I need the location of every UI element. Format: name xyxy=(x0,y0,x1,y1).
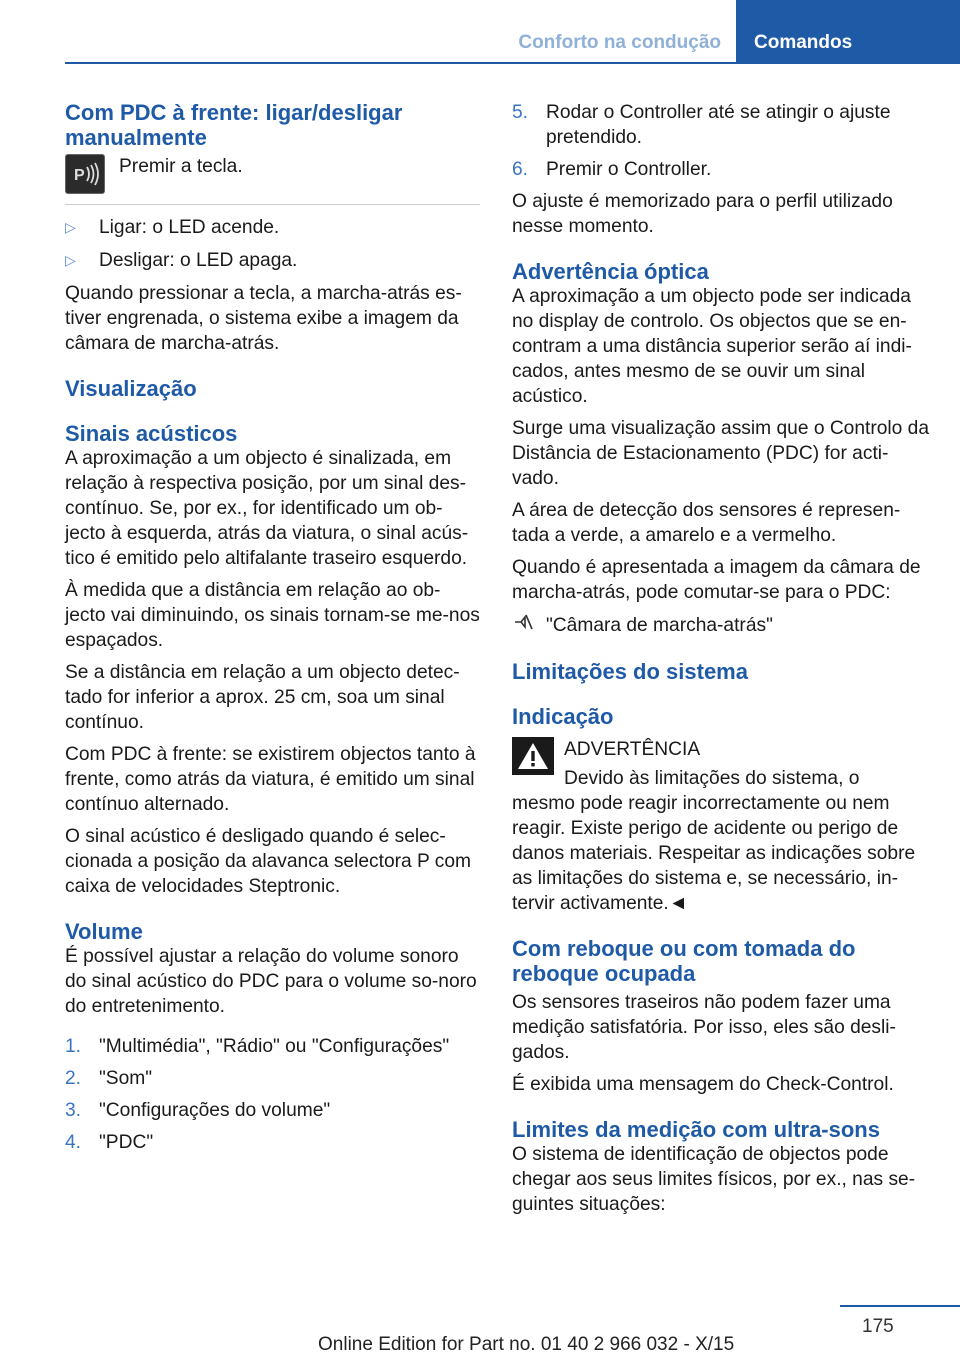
left-column xyxy=(65,100,480,1162)
divider xyxy=(65,204,480,205)
paragraph: Surge uma visualização assim que o Controlo da Distância de Estacionamento (PDC) for acti‐vado. xyxy=(512,418,930,489)
step-text: "Multimédia", "Rádio" ou "Configurações" xyxy=(99,1036,450,1057)
footer-rule xyxy=(840,1305,960,1307)
step-item xyxy=(65,1034,480,1059)
heading-acoustic: Sinais acústicos xyxy=(65,421,238,446)
paragraph: Quando pressionar a tecla, a marcha-atrás es‐tiver engrenada, o sistema exibe a imagem da câmara de marcha-atrás. xyxy=(65,283,462,354)
warning-first-line: Devido às limitações do sistema, o xyxy=(564,768,860,789)
step-item xyxy=(65,1130,480,1155)
pdc-key-icon xyxy=(65,154,105,194)
bullet-item xyxy=(65,248,480,273)
step-number: 5. xyxy=(512,102,529,123)
heading-limits: Limitações do sistema xyxy=(512,659,748,684)
paragraph: É possível ajustar a relação do volume sonoro do sinal acústico do PDC para o volume so‐noro do entretenimento. xyxy=(65,946,477,1017)
camera-option-text: "Câmara de marcha-atrás" xyxy=(546,615,773,636)
step-item xyxy=(65,1098,480,1123)
camera-option xyxy=(512,612,930,639)
paragraph: É exibida uma mensagem do Check-Control. xyxy=(512,1074,894,1095)
warning-block xyxy=(512,737,930,791)
step-text: Premir o Controller. xyxy=(546,159,712,180)
warning-text: mesmo pode reagir incorrectamente ou nem reagir. Existe perigo de acidente ou perigo de danos materiais. Respeitar as indicações sobre as limitações do sistema e, se necessário, in‐tervir activamente.◄ xyxy=(512,793,916,914)
heading-note: Indicação xyxy=(512,704,614,729)
step-item xyxy=(512,100,930,150)
warning-title: ADVERTÊNCIA xyxy=(564,739,701,760)
paragraph: O sinal acústico é desligado quando é selec‐cionada a posição da alavanca selectora P com caixa de velocidades Steptronic. xyxy=(65,826,472,897)
footer-edition: Online Edition for Part no. 01 40 2 966 032 - X/15 xyxy=(318,1334,735,1355)
header-chapter-tab: Comandos xyxy=(736,0,960,62)
paragraph: À medida que a distância em relação ao ob‐jecto vai diminuindo, os sinais tornam-se me‐nos espaçados. xyxy=(65,580,480,651)
paragraph: Com PDC à frente: se existirem objectos tanto à frente, como atrás da viatura, é emitido um sinal contínuo alternado. xyxy=(65,744,476,815)
heading-pdc-front: Com PDC à frente: ligar/desligar manualmente xyxy=(65,100,403,150)
press-key-text: Premir a tecla. xyxy=(119,156,243,177)
heading-optical: Advertência óptica xyxy=(512,259,709,284)
paragraph: Os sensores traseiros não podem fazer uma medição satisfatória. Por isso, eles são desli‐gados. xyxy=(512,992,896,1063)
heading-display: Visualização xyxy=(65,376,197,401)
step-text: "Configurações do volume" xyxy=(99,1100,331,1121)
svg-text:P: P xyxy=(74,167,85,184)
bullet-text: Ligar: o LED acende. xyxy=(99,217,280,238)
bullet-item xyxy=(65,215,480,240)
bullet-text: Desligar: o LED apaga. xyxy=(99,250,298,271)
step-item xyxy=(512,157,930,182)
heading-trailer: Com reboque ou com tomada do reboque ocupada xyxy=(512,936,856,986)
page-number: 175 xyxy=(862,1316,894,1337)
step-text: "PDC" xyxy=(99,1132,154,1153)
paragraph: Quando é apresentada a imagem da câmara de marcha-atrás, pode comutar-se para o PDC: xyxy=(512,557,921,603)
paragraph: A aproximação a um objecto pode ser indicada no display de controlo. Os objectos que se en‐contram a uma distância superior serão aí indi‐cados, antes mesmo de se ouvir um sinal acústico. xyxy=(512,286,912,407)
paragraph: O sistema de identificação de objectos pode chegar aos seus limites físicos, por ex., nas se‐guintes situações: xyxy=(512,1144,916,1215)
heading-ultrasonic: Limites da medição com ultra-sons xyxy=(512,1117,880,1142)
warning-icon xyxy=(512,737,554,775)
step-item xyxy=(65,1066,480,1091)
step-text: "Som" xyxy=(99,1068,153,1089)
paragraph: O ajuste é memorizado para o perfil utilizado nesse momento. xyxy=(512,191,893,237)
step-number: 2. xyxy=(65,1068,82,1089)
step-number: 1. xyxy=(65,1036,82,1057)
paragraph: A área de detecção dos sensores é represen‐tada a verde, a amarelo e a vermelho. xyxy=(512,500,901,546)
right-column xyxy=(512,100,930,1224)
page-header xyxy=(0,0,960,62)
heading-volume: Volume xyxy=(65,919,143,944)
step-number: 4. xyxy=(65,1132,82,1153)
header-section-title: Conforto na condução xyxy=(518,32,721,53)
triangle-bullet-icon: ▷ xyxy=(65,252,76,268)
press-key-row xyxy=(65,154,480,194)
step-number: 3. xyxy=(65,1100,82,1121)
header-rule xyxy=(65,62,960,64)
paragraph: Se a distância em relação a um objecto detec‐tado for inferior a aprox. 25 cm, soa um sinal contínuo. xyxy=(65,662,460,733)
paragraph: A aproximação a um objecto é sinalizada, em relação à respectiva posição, por um sinal des‐contínuo. Se, por ex., for identificado um ob‐jecto à esquerda, atrás da viatura, o sinal acús‐tico é emitido pelo altifalante traseiro esquerdo. xyxy=(65,448,469,569)
step-number: 6. xyxy=(512,159,529,180)
step-text: Rodar o Controller até se atingir o ajuste pretendido. xyxy=(546,102,891,148)
triangle-bullet-icon: ▷ xyxy=(65,219,76,235)
camera-switch-icon xyxy=(512,612,546,639)
